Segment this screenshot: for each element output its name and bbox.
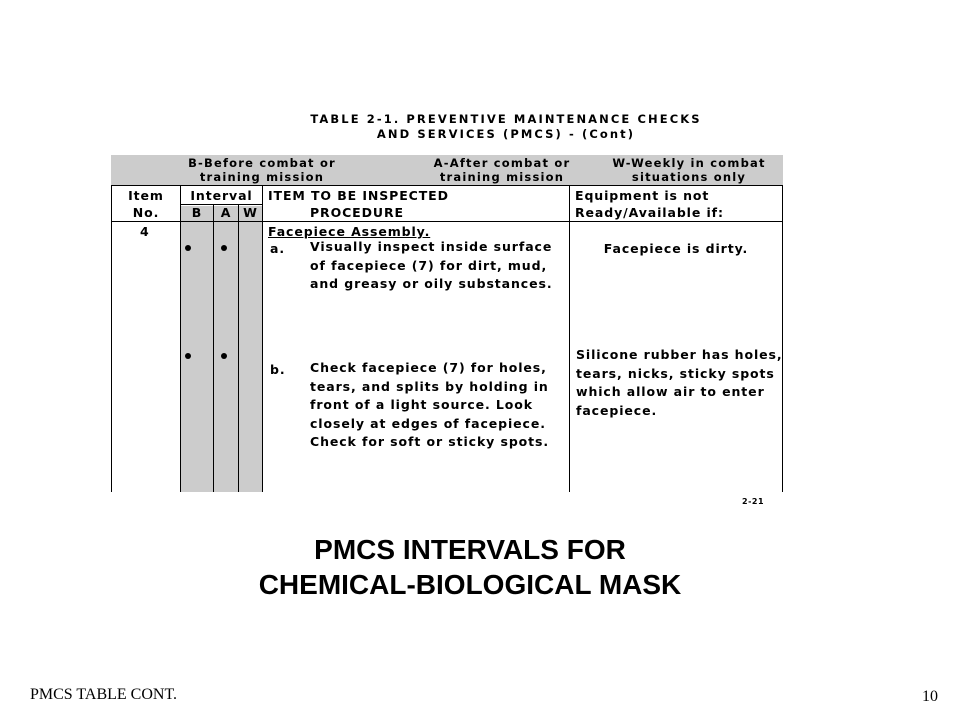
header-interval: Interval	[190, 188, 253, 203]
interval-a-bullet	[221, 353, 227, 359]
table-title-line-2: AND SERVICES (PMCS) - (Cont)	[376, 127, 636, 141]
header-ready-available: Ready/Available if:	[575, 205, 724, 220]
interval-legend-band	[111, 155, 783, 185]
legend-before-line-2: training mission	[199, 170, 325, 184]
table-title-line-1: TABLE 2-1. PREVENTIVE MAINTENANCE CHECKS	[310, 112, 702, 126]
slide-caption	[180, 532, 760, 602]
legend-after-line-2: training mission	[439, 170, 565, 184]
step-b-procedure-line: front of a light source. Look	[310, 397, 533, 413]
step-b-not-ready-line: facepiece.	[576, 402, 658, 418]
header-b: B	[191, 205, 203, 220]
table-right-border	[782, 185, 783, 492]
header-item-no: No.	[132, 205, 160, 220]
legend-weekly-line-1: W-Weekly in combat	[612, 156, 766, 170]
table-title	[310, 112, 702, 142]
step-b-label: b.	[270, 362, 286, 377]
interval-b-bullet	[185, 245, 191, 251]
header-equipment-not: Equipment is not	[575, 188, 710, 203]
step-b-procedure-line: closely at edges of facepiece.	[310, 415, 546, 431]
legend-before-line-1: B-Before combat or	[188, 156, 336, 170]
step-a-not-ready: Facepiece is dirty.	[603, 241, 749, 256]
footer-page-number: 10	[922, 688, 938, 705]
step-a-procedure-line: of facepiece (7) for dirt, mud,	[310, 257, 548, 273]
header-w: W	[243, 205, 258, 220]
interval-a-bullet	[221, 245, 227, 251]
legend-before	[177, 156, 347, 184]
header-procedure: PROCEDURE	[310, 205, 404, 220]
step-a-procedure	[310, 238, 552, 294]
legend-after	[415, 156, 589, 184]
a-column-divider	[238, 204, 239, 492]
table-top-rule	[111, 185, 783, 186]
interval-b-bullet	[185, 353, 191, 359]
step-b-not-ready-line: tears, nicks, sticky spots	[576, 365, 775, 381]
step-b-not-ready-line: which allow air to enter	[576, 384, 765, 400]
header-item-to-inspect: ITEM TO BE INSPECTED	[268, 188, 449, 203]
step-a-label: a.	[270, 241, 285, 256]
legend-weekly	[597, 156, 781, 184]
header-bottom-rule	[111, 221, 783, 222]
interval-column-divider	[262, 185, 263, 492]
step-b-procedure-line: tears, and splits by holding in	[310, 378, 549, 394]
step-b-not-ready-line: Silicone rubber has holes,	[576, 347, 783, 362]
slide-caption-line-2: CHEMICAL-BIOLOGICAL MASK	[258, 569, 682, 600]
item-column-divider	[180, 185, 181, 492]
slide-caption-line-1: PMCS INTERVALS FOR	[314, 534, 626, 565]
procedure-column-divider	[569, 185, 570, 492]
step-a-procedure-line: and greasy or oily substances.	[310, 276, 553, 292]
page-reference: 2-21	[742, 497, 765, 506]
step-b-procedure-line: Check for soft or sticky spots.	[310, 434, 550, 450]
step-a-procedure-line: Visually inspect inside surface	[310, 239, 553, 254]
step-b-procedure	[310, 359, 549, 452]
step-b-procedure-line: Check facepiece (7) for holes,	[310, 360, 547, 375]
header-item: Item	[128, 188, 164, 203]
header-a: A	[220, 205, 232, 220]
table-left-border	[111, 185, 112, 492]
legend-after-line-1: A-After combat or	[433, 156, 571, 170]
b-column-divider	[213, 204, 214, 492]
footer-slide-title: PMCS TABLE CONT.	[30, 686, 178, 703]
assembly-title: Facepiece Assembly.	[268, 224, 431, 239]
item-number: 4	[140, 224, 150, 239]
step-b-not-ready	[576, 346, 783, 420]
legend-weekly-line-2: situations only	[631, 170, 747, 184]
